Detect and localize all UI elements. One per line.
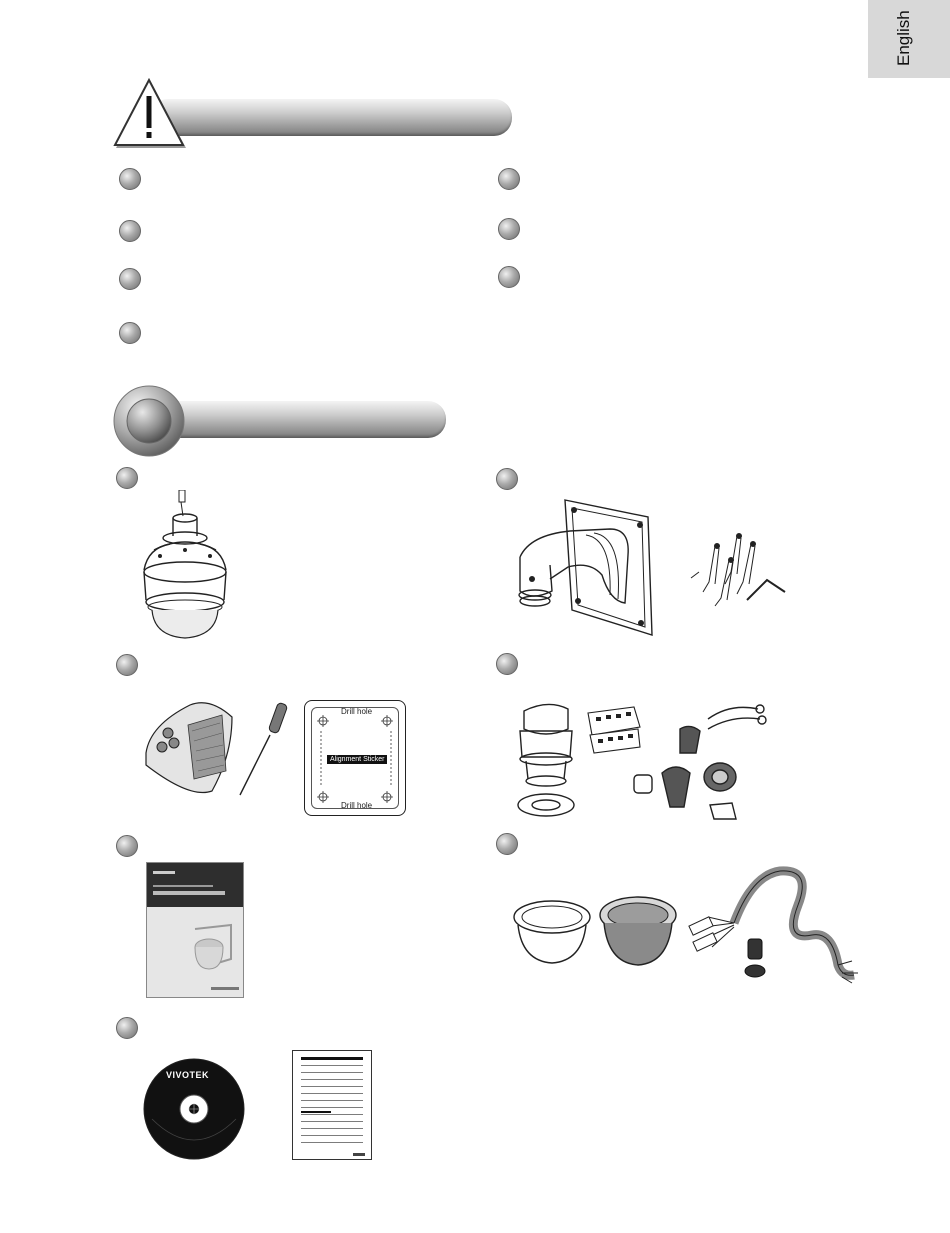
warning-bullet-3 xyxy=(119,268,141,290)
warning-bullet-2 xyxy=(119,220,141,242)
alignment-sticker xyxy=(304,700,406,816)
language-tab xyxy=(868,0,950,78)
package-circle-icon xyxy=(112,384,186,458)
item-bullet-5 xyxy=(116,835,138,857)
sticker-center-label: Alignment Sticker xyxy=(327,755,387,764)
drill-hole-top-label: Drill hole xyxy=(341,707,373,716)
anchors-hex-key-image xyxy=(685,532,790,612)
package-header-bar xyxy=(150,401,446,438)
item-bullet-7 xyxy=(116,1017,138,1039)
warning-bullet-6 xyxy=(498,218,520,240)
screw-pack-screwdriver-image xyxy=(140,695,300,800)
cable-glands-terminal-blocks-image xyxy=(510,695,775,820)
language-label: English xyxy=(894,10,913,66)
warning-bullet-7 xyxy=(498,266,520,288)
warning-triangle-icon xyxy=(112,78,190,154)
warning-bullet-5 xyxy=(498,168,520,190)
quick-installation-guide xyxy=(146,862,244,998)
warning-bullet-4 xyxy=(119,322,141,344)
dome-covers-cable-image xyxy=(512,865,867,990)
wall-mount-bracket-image xyxy=(510,495,660,640)
warranty-card xyxy=(292,1050,372,1160)
warning-header-bar xyxy=(150,99,512,136)
warning-bullet-1 xyxy=(119,168,141,190)
dome-camera-image xyxy=(130,490,240,640)
item-bullet-2 xyxy=(496,468,518,490)
item-bullet-1 xyxy=(116,467,138,489)
item-bullet-4 xyxy=(496,653,518,675)
drill-hole-bottom-label: Drill hole xyxy=(341,801,373,810)
item-bullet-3 xyxy=(116,654,138,676)
item-bullet-6 xyxy=(496,833,518,855)
cd-brand-label: VIVOTEK xyxy=(166,1070,210,1080)
